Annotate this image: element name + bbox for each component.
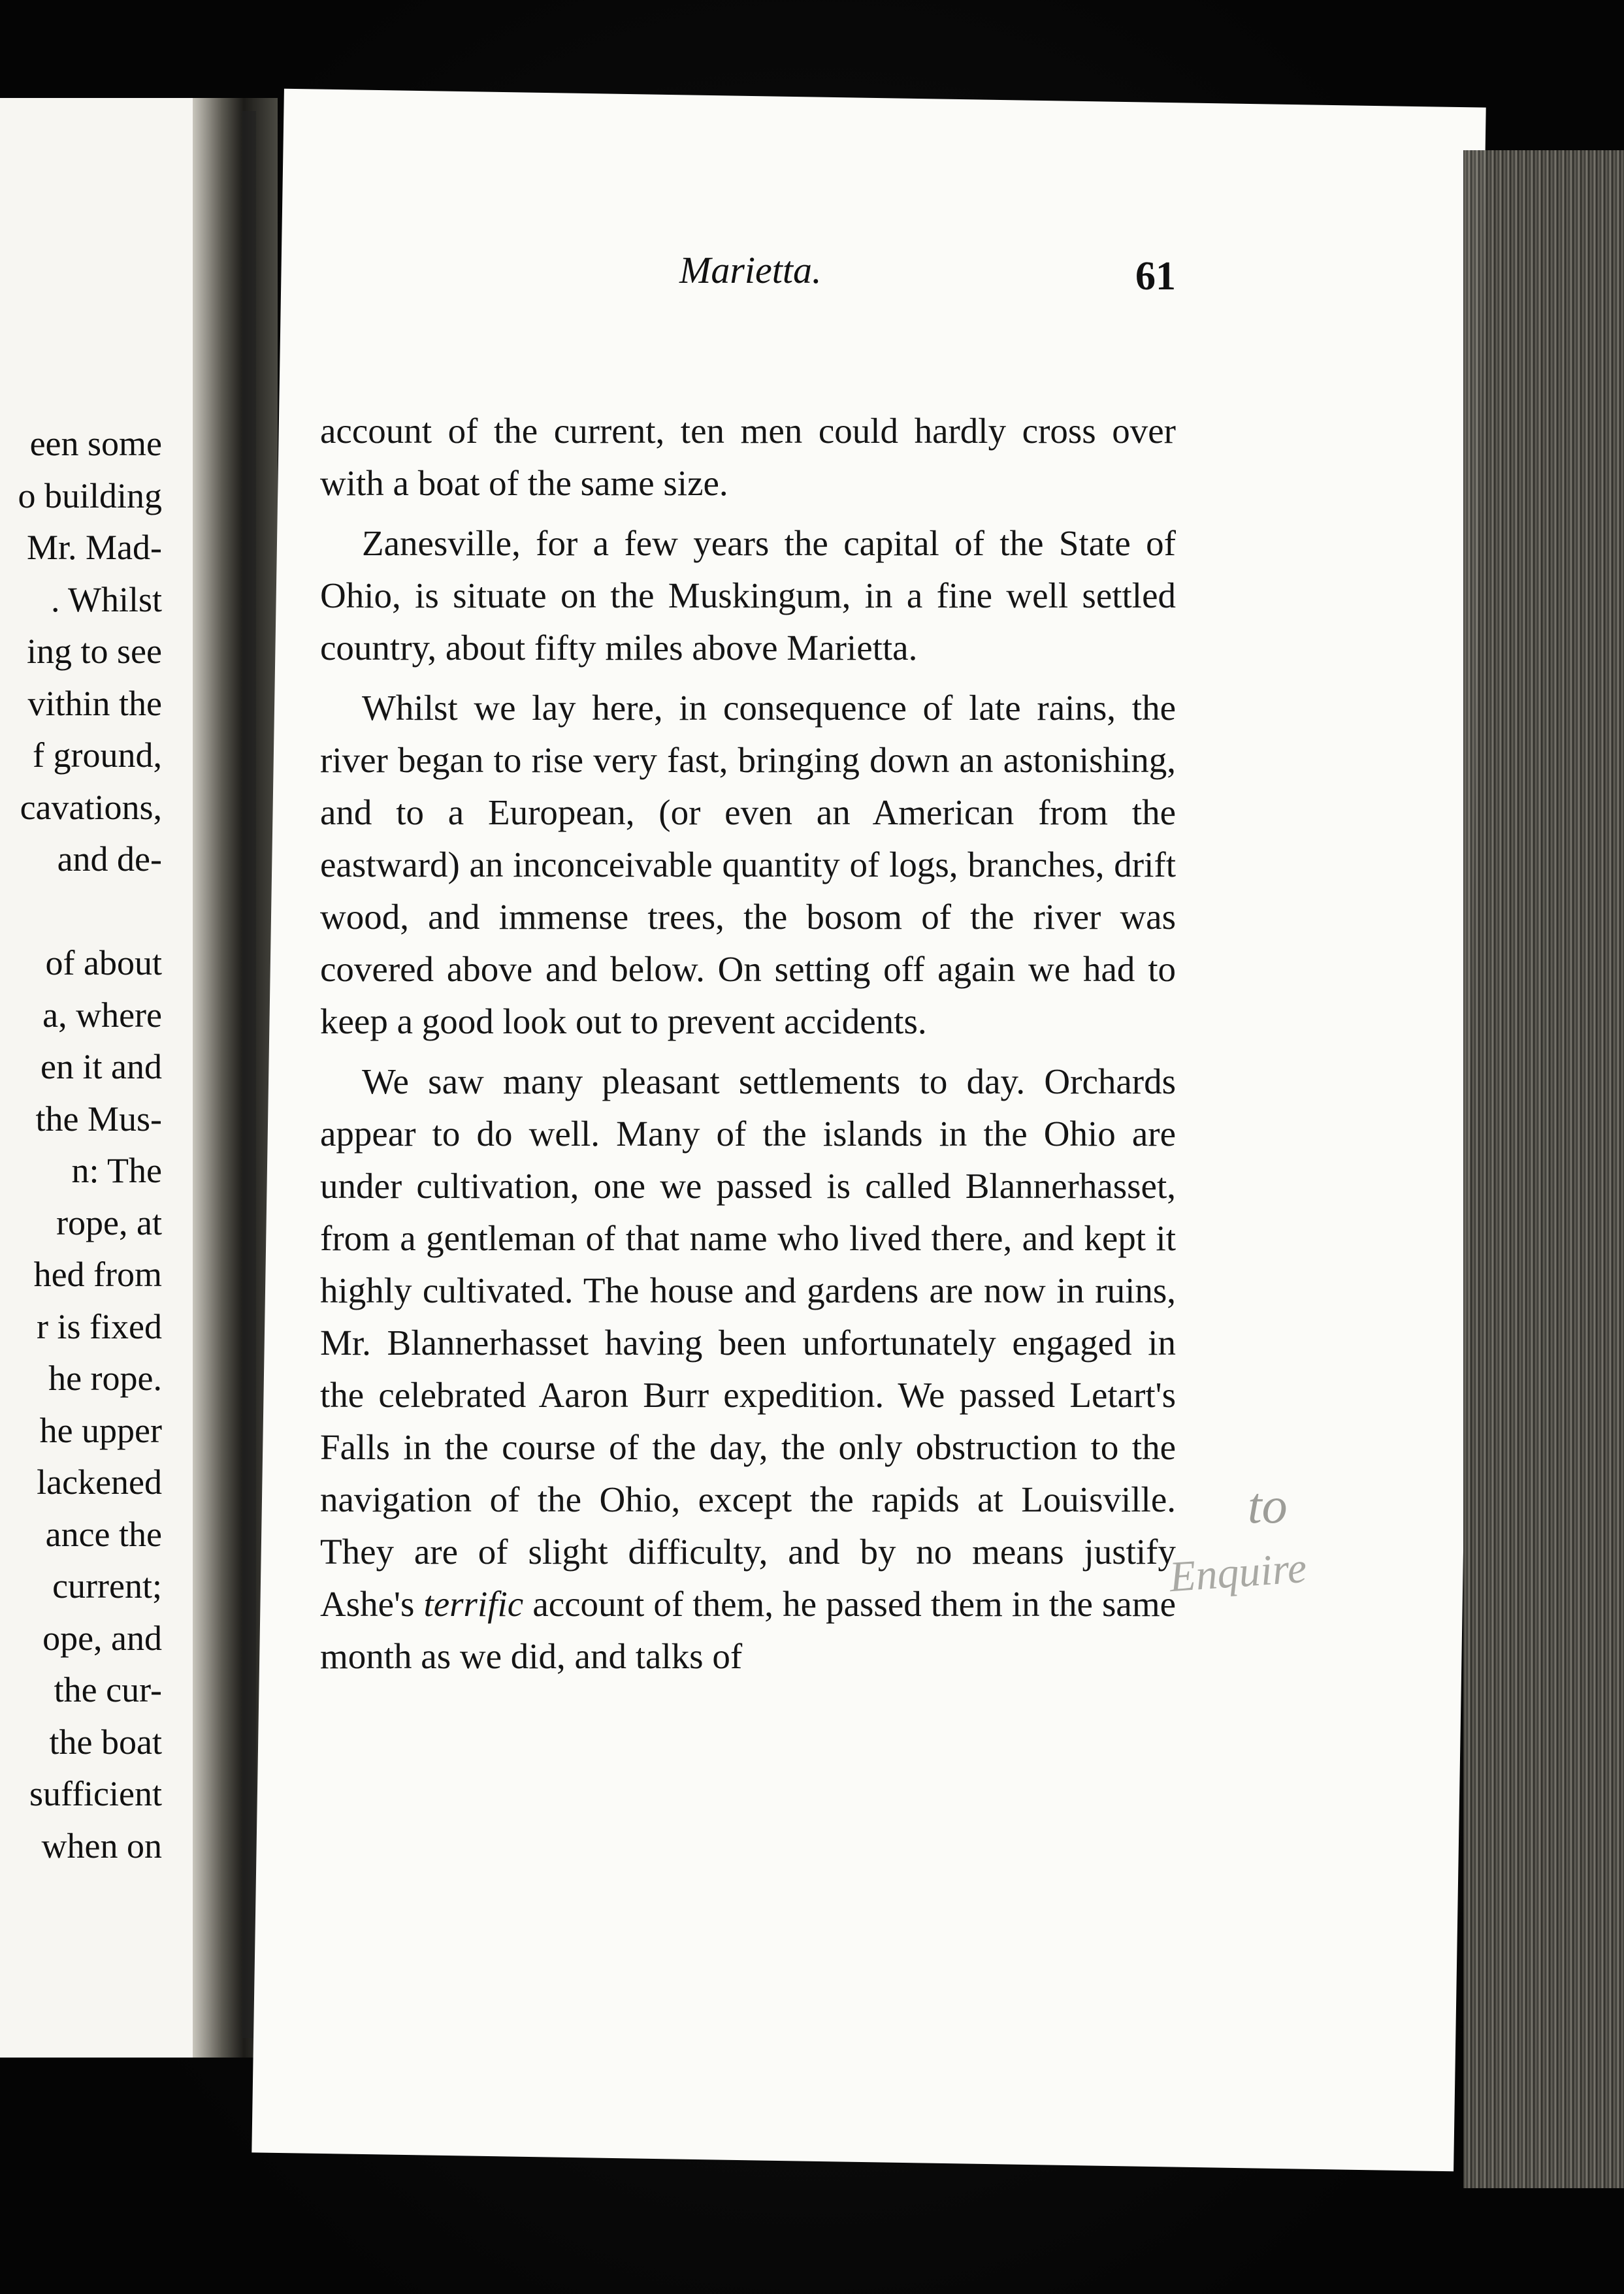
left-page-line: of about	[45, 943, 162, 982]
handwritten-marginalia	[1169, 1476, 1385, 1620]
paragraph-2: Zanesville, for a few years the capital of the State of Ohio, is situate on the Muskingum, in a fine well settled country, about fifty miles above Marietta.	[320, 523, 1176, 668]
page-fore-edge	[1463, 150, 1624, 2188]
paragraph-1: account of the current, ten men could hardly cross over with a boat of the same size.	[320, 411, 1176, 503]
paragraph-4-text: We saw many pleasant settlements to day. Orchards appear to do well. Many of the islands in the Ohio are under cultivation, one we passed is called Blannerhasset, from a gentleman of that name who lived there, and kept it highly cultivated. The house and gardens are now in ruins, Mr. Blannerhasset having been unfortunately engaged in the celebrated Aaron Burr expedition. We passed Letart's Falls in the course of the day, the only obstruction to the navigation of the Ohio, except the rapids at Louisville. They are of slight difficulty, and by no means justify Ashe's	[320, 1061, 1176, 1624]
page-number: 61	[1135, 254, 1176, 299]
marginalia-line-2: Enquire	[1167, 1543, 1308, 1602]
left-page-line: een some	[29, 424, 162, 463]
left-page-line: Mr. Mad-	[27, 528, 162, 567]
left-page-line: when on	[41, 1826, 162, 1866]
left-page-line: lackened	[37, 1462, 162, 1502]
gutter-shadow	[242, 111, 256, 2038]
left-page-line: and de-	[57, 839, 162, 879]
left-page-line: en it and	[41, 1047, 162, 1086]
left-page-line: he upper	[39, 1410, 162, 1450]
left-page-line	[0, 886, 162, 938]
paragraph-4	[320, 1056, 1176, 1683]
page-body	[320, 405, 1176, 1690]
left-page-line: he rope.	[48, 1359, 162, 1398]
left-page-line: sufficient	[29, 1774, 162, 1813]
left-page-line: o building	[18, 476, 162, 515]
page-header	[274, 248, 1189, 314]
left-page-line: the Mus-	[35, 1099, 162, 1139]
left-page-text	[0, 418, 162, 1872]
italic-word-terrific: terrific	[423, 1584, 524, 1624]
left-page-line: a, where	[42, 995, 162, 1035]
left-page-line: f ground,	[33, 735, 162, 775]
left-page-line: cavations,	[20, 787, 162, 827]
left-page-line: . Whilst	[50, 579, 162, 619]
left-page-line: ing to see	[27, 632, 162, 671]
paragraph-4-tail: account of them, he passed them in the same month as we did, and talks of	[320, 1584, 1177, 1676]
left-page-line: current;	[52, 1566, 162, 1606]
left-page-line: rope, at	[56, 1203, 162, 1242]
running-title: Marietta.	[679, 249, 822, 291]
left-page-line: vithin the	[27, 683, 162, 723]
left-page-line: the boat	[49, 1722, 162, 1762]
marginalia-line-1: to	[1248, 1477, 1288, 1534]
left-page-line: the cur-	[54, 1670, 162, 1709]
paragraph-3: Whilst we lay here, in consequence of late rains, the river began to rise very fast, bringing down an astonishing, and to a European, (or even an American from the eastward) an inconceivable quantity of logs, branches, drift wood, and immense trees, the bosom of the river was covered above and below. On setting off again we had to keep a good look out to prevent accidents.	[320, 688, 1176, 1041]
left-page-line: hed from	[33, 1255, 162, 1294]
left-page-line: ance the	[45, 1514, 162, 1554]
left-page-line: r is fixed	[37, 1306, 162, 1346]
left-page-line: n: The	[71, 1151, 162, 1190]
left-page-line: ope, and	[42, 1618, 162, 1658]
